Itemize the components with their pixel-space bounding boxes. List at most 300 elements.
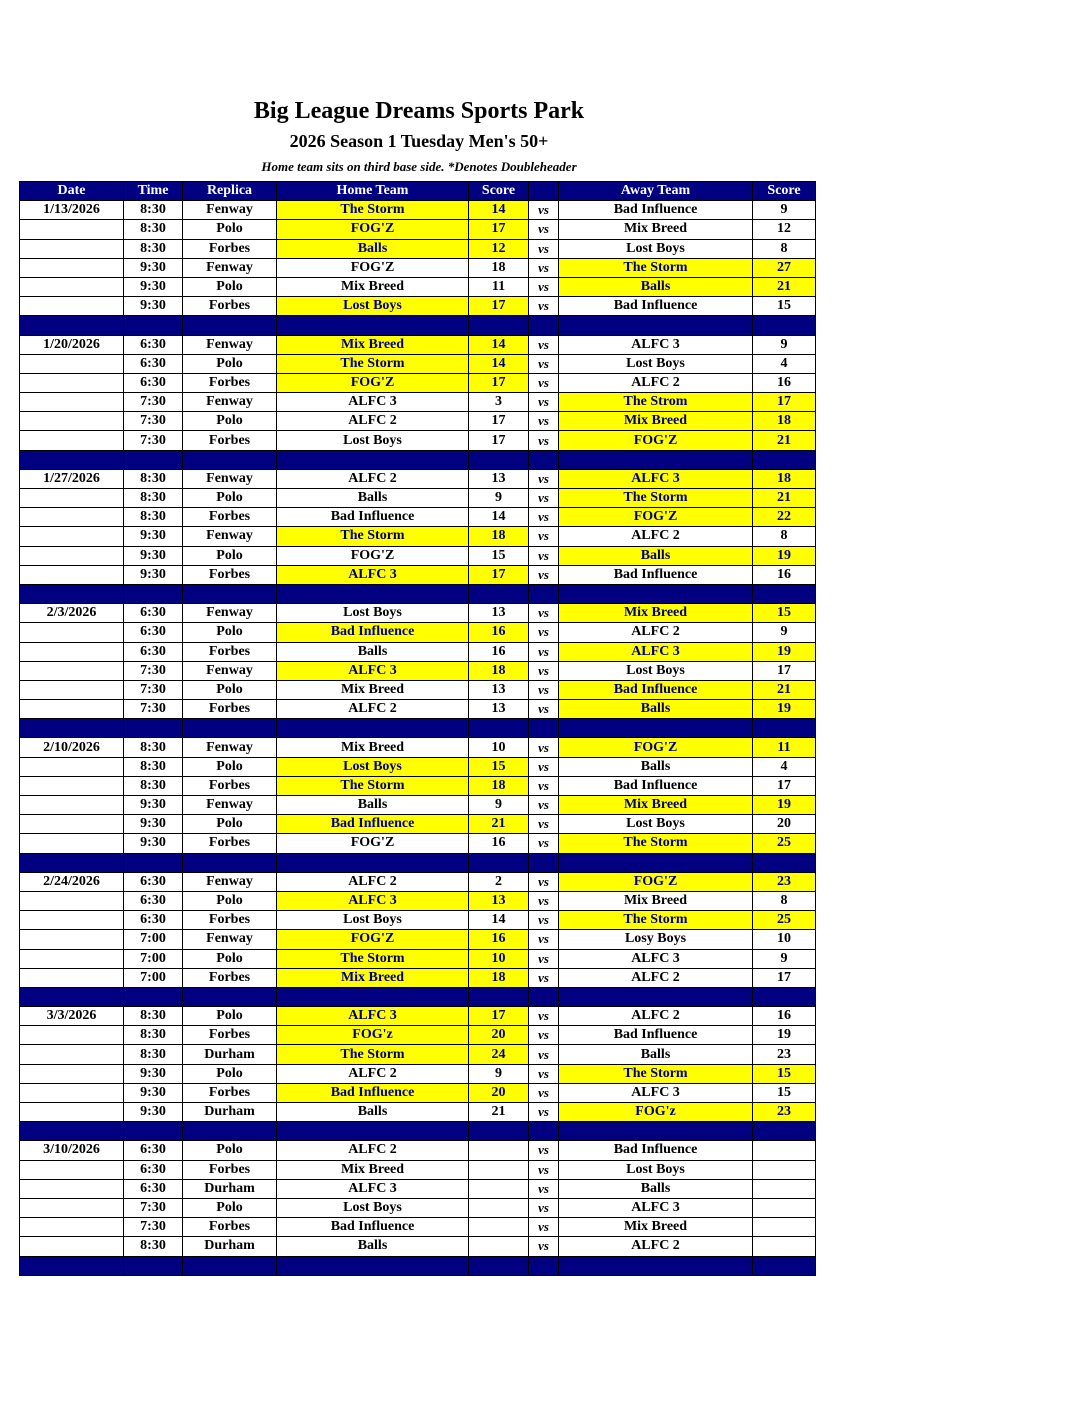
- away-score-cell: 12: [753, 220, 816, 239]
- vs-cell: vs: [529, 469, 559, 488]
- home-team-cell: ALFC 3: [277, 393, 469, 412]
- time-cell: 9:30: [124, 527, 183, 546]
- time-cell: 6:30: [124, 623, 183, 642]
- away-score-cell: 19: [753, 642, 816, 661]
- away-team-cell: Lost Boys: [559, 1160, 753, 1179]
- game-row: [20, 1007, 816, 1026]
- date-cell: [20, 565, 124, 584]
- time-cell: 7:30: [124, 393, 183, 412]
- home-team-cell: The Storm: [277, 527, 469, 546]
- vs-cell: vs: [529, 661, 559, 680]
- week-separator-row: [20, 450, 816, 469]
- away-score-cell: 19: [753, 796, 816, 815]
- away-score-cell: [753, 1141, 816, 1160]
- date-cell: [20, 393, 124, 412]
- home-team-cell: ALFC 2: [277, 469, 469, 488]
- home-team-cell: ALFC 2: [277, 1064, 469, 1083]
- game-row: [20, 1141, 816, 1160]
- home-team-cell: Bad Influence: [277, 815, 469, 834]
- replica-cell: Polo: [183, 354, 277, 373]
- home-team-cell: ALFC 3: [277, 891, 469, 910]
- home-team-cell: Mix Breed: [277, 680, 469, 699]
- game-row: [20, 527, 816, 546]
- away-team-cell: ALFC 3: [559, 1083, 753, 1102]
- time-cell: 8:30: [124, 1045, 183, 1064]
- separator-cell: [753, 316, 816, 335]
- away-score-cell: 8: [753, 891, 816, 910]
- separator-cell: [277, 1256, 469, 1275]
- date-cell: [20, 757, 124, 776]
- home-team-cell: The Storm: [277, 354, 469, 373]
- away-team-cell: Bad Influence: [559, 201, 753, 220]
- vs-cell: vs: [529, 373, 559, 392]
- date-cell: [20, 220, 124, 239]
- time-cell: 8:30: [124, 220, 183, 239]
- away-team-cell: Bad Influence: [559, 1026, 753, 1045]
- date-cell: [20, 1160, 124, 1179]
- vs-cell: vs: [529, 872, 559, 891]
- replica-cell: Fenway: [183, 201, 277, 220]
- home-team-cell: Mix Breed: [277, 335, 469, 354]
- separator-cell: [183, 1256, 277, 1275]
- date-cell: [20, 815, 124, 834]
- home-score-cell: 17: [469, 431, 529, 450]
- game-row: [20, 258, 816, 277]
- away-team-cell: Losy Boys: [559, 930, 753, 949]
- game-row: [20, 661, 816, 680]
- home-score-cell: 2: [469, 872, 529, 891]
- away-team-cell: Lost Boys: [559, 354, 753, 373]
- replica-cell: Forbes: [183, 1026, 277, 1045]
- replica-cell: Fenway: [183, 872, 277, 891]
- away-score-cell: 15: [753, 1083, 816, 1102]
- date-cell: [20, 891, 124, 910]
- time-cell: 9:30: [124, 565, 183, 584]
- date-cell: [20, 489, 124, 508]
- vs-cell: vs: [529, 623, 559, 642]
- separator-cell: [277, 316, 469, 335]
- separator-cell: [529, 1122, 559, 1141]
- away-team-cell: Mix Breed: [559, 412, 753, 431]
- away-team-cell: Bad Influence: [559, 297, 753, 316]
- page-subtitle: 2026 Season 1 Tuesday Men's 50+: [289, 131, 549, 151]
- vs-cell: vs: [529, 354, 559, 373]
- time-cell: 7:30: [124, 1218, 183, 1237]
- replica-cell: Durham: [183, 1179, 277, 1198]
- game-row: [20, 412, 816, 431]
- game-row: [20, 431, 816, 450]
- game-row: [20, 508, 816, 527]
- away-team-cell: ALFC 2: [559, 623, 753, 642]
- replica-cell: Fenway: [183, 604, 277, 623]
- replica-cell: Fenway: [183, 335, 277, 354]
- home-score-cell: 24: [469, 1045, 529, 1064]
- home-team-cell: FOG'Z: [277, 373, 469, 392]
- replica-cell: Durham: [183, 1103, 277, 1122]
- header-row: [20, 182, 816, 201]
- separator-cell: [277, 719, 469, 738]
- vs-cell: vs: [529, 1083, 559, 1102]
- separator-cell: [277, 987, 469, 1006]
- home-score-cell: 3: [469, 393, 529, 412]
- game-row: [20, 1160, 816, 1179]
- home-team-cell: Balls: [277, 489, 469, 508]
- col-header-home-score: Score: [469, 182, 529, 201]
- away-score-cell: 19: [753, 546, 816, 565]
- home-score-cell: 17: [469, 220, 529, 239]
- home-team-cell: Balls: [277, 1103, 469, 1122]
- home-score-cell: [469, 1218, 529, 1237]
- replica-cell: Polo: [183, 757, 277, 776]
- date-cell: 1/27/2026: [20, 469, 124, 488]
- replica-cell: Polo: [183, 277, 277, 296]
- date-cell: [20, 1064, 124, 1083]
- separator-cell: [469, 987, 529, 1006]
- home-score-cell: 18: [469, 527, 529, 546]
- date-cell: [20, 1103, 124, 1122]
- replica-cell: Forbes: [183, 431, 277, 450]
- away-team-cell: Bad Influence: [559, 565, 753, 584]
- separator-cell: [559, 450, 753, 469]
- game-row: [20, 546, 816, 565]
- home-score-cell: 11: [469, 277, 529, 296]
- away-score-cell: 18: [753, 412, 816, 431]
- away-team-cell: Balls: [559, 546, 753, 565]
- home-score-cell: 17: [469, 373, 529, 392]
- vs-cell: vs: [529, 680, 559, 699]
- separator-cell: [559, 584, 753, 603]
- separator-cell: [124, 316, 183, 335]
- home-score-cell: 17: [469, 1007, 529, 1026]
- time-cell: 9:30: [124, 297, 183, 316]
- game-row: [20, 1064, 816, 1083]
- home-score-cell: [469, 1198, 529, 1217]
- time-cell: 9:30: [124, 1083, 183, 1102]
- date-cell: 2/24/2026: [20, 872, 124, 891]
- separator-cell: [277, 584, 469, 603]
- home-score-cell: 9: [469, 489, 529, 508]
- time-cell: 6:30: [124, 354, 183, 373]
- game-row: [20, 949, 816, 968]
- replica-cell: Forbes: [183, 565, 277, 584]
- vs-cell: vs: [529, 258, 559, 277]
- away-score-cell: 20: [753, 815, 816, 834]
- game-row: [20, 469, 816, 488]
- vs-cell: vs: [529, 604, 559, 623]
- date-cell: 1/20/2026: [20, 335, 124, 354]
- date-cell: [20, 661, 124, 680]
- away-team-cell: ALFC 2: [559, 527, 753, 546]
- home-team-cell: Lost Boys: [277, 604, 469, 623]
- separator-cell: [124, 450, 183, 469]
- game-row: [20, 565, 816, 584]
- home-team-cell: FOG'Z: [277, 834, 469, 853]
- home-score-cell: 12: [469, 239, 529, 258]
- home-score-cell: 15: [469, 757, 529, 776]
- away-score-cell: 21: [753, 277, 816, 296]
- home-score-cell: 9: [469, 796, 529, 815]
- away-team-cell: Balls: [559, 277, 753, 296]
- replica-cell: Forbes: [183, 239, 277, 258]
- away-team-cell: Mix Breed: [559, 220, 753, 239]
- away-team-cell: FOG'Z: [559, 738, 753, 757]
- vs-cell: vs: [529, 546, 559, 565]
- away-score-cell: 8: [753, 239, 816, 258]
- time-cell: 7:30: [124, 661, 183, 680]
- home-score-cell: 13: [469, 680, 529, 699]
- vs-cell: vs: [529, 1007, 559, 1026]
- separator-cell: [559, 316, 753, 335]
- home-score-cell: 18: [469, 776, 529, 795]
- replica-cell: Forbes: [183, 776, 277, 795]
- schedule-body: [20, 201, 816, 1276]
- vs-cell: vs: [529, 565, 559, 584]
- time-cell: 8:30: [124, 738, 183, 757]
- away-team-cell: Lost Boys: [559, 815, 753, 834]
- vs-cell: vs: [529, 220, 559, 239]
- away-team-cell: The Storm: [559, 258, 753, 277]
- home-team-cell: Lost Boys: [277, 297, 469, 316]
- separator-cell: [183, 853, 277, 872]
- replica-cell: Fenway: [183, 258, 277, 277]
- time-cell: 8:30: [124, 508, 183, 527]
- vs-cell: vs: [529, 968, 559, 987]
- time-cell: 9:30: [124, 796, 183, 815]
- time-cell: 9:30: [124, 258, 183, 277]
- home-team-cell: The Storm: [277, 776, 469, 795]
- week-separator-row: [20, 987, 816, 1006]
- replica-cell: Polo: [183, 680, 277, 699]
- away-team-cell: Mix Breed: [559, 604, 753, 623]
- away-team-cell: Balls: [559, 1179, 753, 1198]
- game-row: [20, 642, 816, 661]
- time-cell: 8:30: [124, 776, 183, 795]
- vs-cell: vs: [529, 911, 559, 930]
- away-score-cell: 21: [753, 489, 816, 508]
- away-score-cell: 21: [753, 680, 816, 699]
- time-cell: 6:30: [124, 911, 183, 930]
- vs-cell: vs: [529, 1141, 559, 1160]
- vs-cell: vs: [529, 201, 559, 220]
- away-team-cell: FOG'Z: [559, 508, 753, 527]
- home-score-cell: 18: [469, 661, 529, 680]
- away-team-cell: FOG'Z: [559, 431, 753, 450]
- vs-cell: vs: [529, 891, 559, 910]
- vs-cell: vs: [529, 1160, 559, 1179]
- separator-cell: [469, 450, 529, 469]
- game-row: [20, 1237, 816, 1256]
- separator-cell: [277, 450, 469, 469]
- away-team-cell: The Storm: [559, 911, 753, 930]
- separator-cell: [529, 584, 559, 603]
- away-team-cell: Balls: [559, 757, 753, 776]
- home-score-cell: 14: [469, 911, 529, 930]
- game-row: [20, 373, 816, 392]
- away-score-cell: [753, 1198, 816, 1217]
- home-team-cell: ALFC 3: [277, 661, 469, 680]
- week-separator-row: [20, 719, 816, 738]
- separator-cell: [183, 450, 277, 469]
- away-team-cell: ALFC 2: [559, 1007, 753, 1026]
- date-cell: [20, 776, 124, 795]
- away-score-cell: 15: [753, 1064, 816, 1083]
- away-team-cell: Lost Boys: [559, 661, 753, 680]
- replica-cell: Durham: [183, 1045, 277, 1064]
- game-row: [20, 1045, 816, 1064]
- away-team-cell: FOG'z: [559, 1103, 753, 1122]
- separator-cell: [559, 853, 753, 872]
- away-score-cell: [753, 1160, 816, 1179]
- replica-cell: Polo: [183, 891, 277, 910]
- separator-cell: [183, 316, 277, 335]
- date-cell: [20, 930, 124, 949]
- separator-cell: [20, 853, 124, 872]
- separator-cell: [469, 316, 529, 335]
- replica-cell: Fenway: [183, 796, 277, 815]
- separator-cell: [469, 584, 529, 603]
- game-row: [20, 1198, 816, 1217]
- date-cell: [20, 258, 124, 277]
- separator-cell: [753, 1256, 816, 1275]
- home-score-cell: 14: [469, 508, 529, 527]
- time-cell: 6:30: [124, 1141, 183, 1160]
- vs-cell: vs: [529, 297, 559, 316]
- away-score-cell: [753, 1179, 816, 1198]
- replica-cell: Forbes: [183, 700, 277, 719]
- replica-cell: Forbes: [183, 834, 277, 853]
- game-row: [20, 1083, 816, 1102]
- replica-cell: Forbes: [183, 373, 277, 392]
- time-cell: 8:30: [124, 757, 183, 776]
- home-team-cell: Balls: [277, 239, 469, 258]
- date-cell: [20, 1179, 124, 1198]
- home-team-cell: Lost Boys: [277, 911, 469, 930]
- separator-cell: [277, 1122, 469, 1141]
- home-team-cell: ALFC 2: [277, 700, 469, 719]
- home-score-cell: 15: [469, 546, 529, 565]
- separator-cell: [529, 987, 559, 1006]
- vs-cell: vs: [529, 508, 559, 527]
- week-separator-row: [20, 584, 816, 603]
- replica-cell: Fenway: [183, 527, 277, 546]
- replica-cell: Fenway: [183, 930, 277, 949]
- home-score-cell: 21: [469, 1103, 529, 1122]
- time-cell: 7:30: [124, 412, 183, 431]
- time-cell: 7:30: [124, 680, 183, 699]
- home-team-cell: Balls: [277, 796, 469, 815]
- away-team-cell: The Storm: [559, 834, 753, 853]
- date-cell: 1/13/2026: [20, 201, 124, 220]
- home-team-cell: The Storm: [277, 1045, 469, 1064]
- game-row: [20, 489, 816, 508]
- date-cell: 3/10/2026: [20, 1141, 124, 1160]
- replica-cell: Polo: [183, 1141, 277, 1160]
- vs-cell: vs: [529, 1218, 559, 1237]
- home-score-cell: [469, 1160, 529, 1179]
- time-cell: 6:30: [124, 1179, 183, 1198]
- time-cell: 9:30: [124, 1064, 183, 1083]
- away-score-cell: 25: [753, 834, 816, 853]
- date-cell: 2/3/2026: [20, 604, 124, 623]
- replica-cell: Forbes: [183, 1160, 277, 1179]
- replica-cell: Forbes: [183, 1083, 277, 1102]
- separator-cell: [753, 450, 816, 469]
- home-score-cell: [469, 1237, 529, 1256]
- date-cell: [20, 968, 124, 987]
- replica-cell: Polo: [183, 546, 277, 565]
- away-score-cell: 19: [753, 700, 816, 719]
- home-score-cell: 14: [469, 335, 529, 354]
- col-header-away-score: Score: [753, 182, 816, 201]
- vs-cell: vs: [529, 239, 559, 258]
- separator-cell: [277, 853, 469, 872]
- time-cell: 7:30: [124, 700, 183, 719]
- separator-cell: [559, 987, 753, 1006]
- game-row: [20, 393, 816, 412]
- separator-cell: [469, 1122, 529, 1141]
- away-team-cell: ALFC 2: [559, 373, 753, 392]
- separator-cell: [20, 450, 124, 469]
- replica-cell: Polo: [183, 1198, 277, 1217]
- home-team-cell: The Storm: [277, 201, 469, 220]
- separator-cell: [20, 1256, 124, 1275]
- date-cell: [20, 680, 124, 699]
- time-cell: 9:30: [124, 815, 183, 834]
- game-row: [20, 335, 816, 354]
- away-team-cell: Bad Influence: [559, 776, 753, 795]
- separator-cell: [20, 584, 124, 603]
- separator-cell: [529, 450, 559, 469]
- home-score-cell: 16: [469, 930, 529, 949]
- home-team-cell: FOG'Z: [277, 930, 469, 949]
- game-row: [20, 1179, 816, 1198]
- time-cell: 9:30: [124, 1103, 183, 1122]
- vs-cell: vs: [529, 642, 559, 661]
- time-cell: 7:00: [124, 930, 183, 949]
- away-team-cell: Lost Boys: [559, 239, 753, 258]
- date-cell: [20, 546, 124, 565]
- date-cell: [20, 700, 124, 719]
- away-score-cell: 4: [753, 354, 816, 373]
- game-row: [20, 239, 816, 258]
- time-cell: 8:30: [124, 239, 183, 258]
- home-score-cell: 18: [469, 258, 529, 277]
- vs-cell: vs: [529, 700, 559, 719]
- page-title: Big League Dreams Sports Park: [253, 98, 585, 124]
- time-cell: 9:30: [124, 277, 183, 296]
- vs-cell: vs: [529, 930, 559, 949]
- col-header-replica: Replica: [183, 182, 277, 201]
- date-cell: [20, 354, 124, 373]
- home-team-cell: ALFC 3: [277, 565, 469, 584]
- date-cell: [20, 1218, 124, 1237]
- date-cell: [20, 277, 124, 296]
- home-score-cell: [469, 1179, 529, 1198]
- home-team-cell: FOG'Z: [277, 258, 469, 277]
- home-team-cell: FOG'Z: [277, 220, 469, 239]
- date-cell: [20, 297, 124, 316]
- vs-cell: vs: [529, 796, 559, 815]
- home-score-cell: 16: [469, 623, 529, 642]
- away-team-cell: Bad Influence: [559, 1141, 753, 1160]
- away-score-cell: 22: [753, 508, 816, 527]
- game-row: [20, 604, 816, 623]
- replica-cell: Polo: [183, 1064, 277, 1083]
- away-team-cell: The Strom: [559, 393, 753, 412]
- away-score-cell: 11: [753, 738, 816, 757]
- away-team-cell: ALFC 3: [559, 949, 753, 968]
- home-team-cell: Mix Breed: [277, 968, 469, 987]
